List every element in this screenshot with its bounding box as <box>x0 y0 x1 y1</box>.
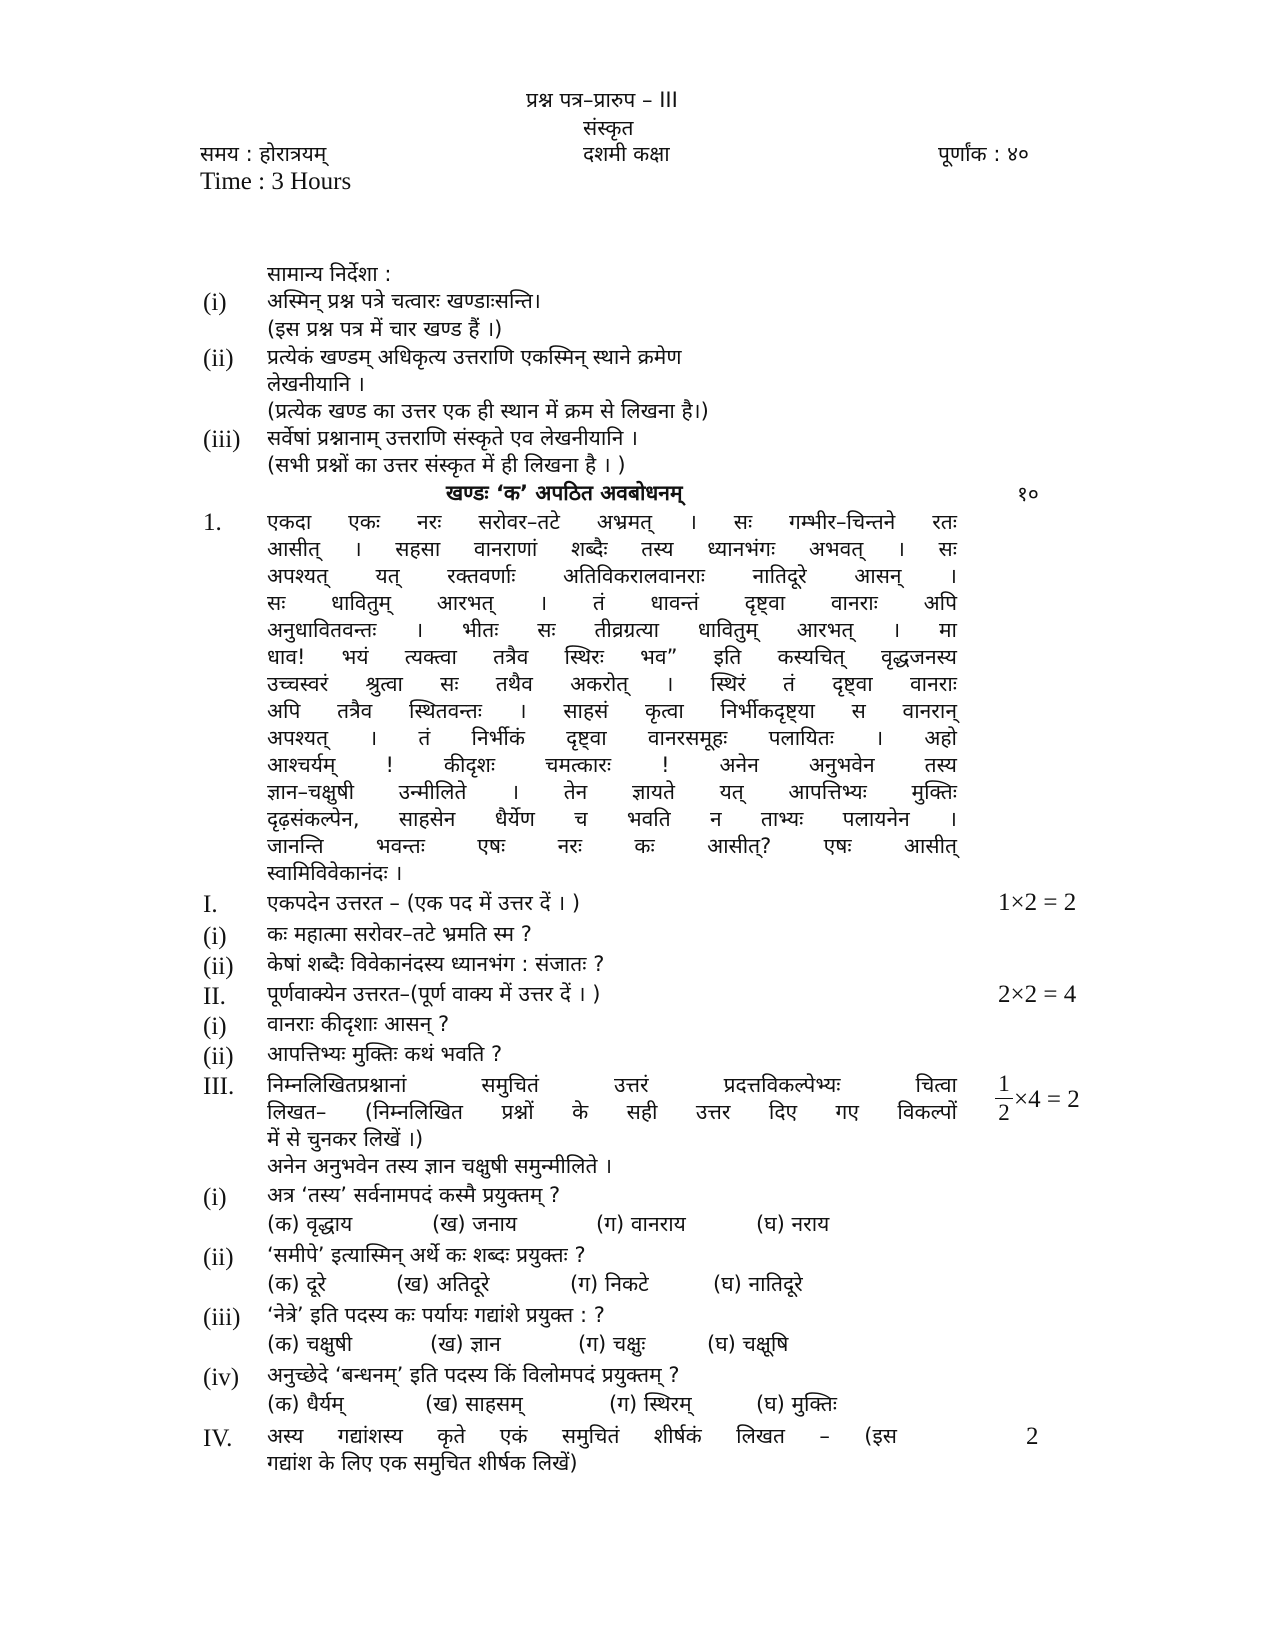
question-line: में से चुनकर लिखें ।) <box>267 1127 424 1151</box>
question-sentence: अनेन अनुभवेन तस्य ज्ञान चक्षुषी समुन्मीलिते । <box>267 1154 613 1178</box>
option-item: (ख) ज्ञान <box>430 1332 501 1356</box>
question-text: पूर्णवाक्येन उत्तरत–(पूर्ण वाक्य में उत्तर दें । ) <box>267 982 601 1006</box>
subquestion-num: (i) <box>203 1013 227 1040</box>
question-num: II. <box>203 983 226 1010</box>
subject-title: संस्कृत <box>583 116 634 140</box>
instruction-line: अस्मिन् प्रश्न पत्रे चत्वारः खण्डाःसन्ति। <box>267 289 541 313</box>
question-line: अस्य गद्यांशस्य कृते एकं समुचितं शीर्षकं लिखत – (इस <box>267 1424 897 1448</box>
instruction-line: (इस प्रश्न पत्र में चार खण्ड हैं ।) <box>267 317 503 341</box>
passage-num: 1. <box>203 509 222 536</box>
subquestion-text: ‘नेत्रे’ इति पदस्य कः पर्यायः गद्यांशे प्रयुक्त : ? <box>267 1303 605 1327</box>
option-item: (ग) वानराय <box>596 1212 686 1236</box>
option-item: (घ) चक्षूषि <box>707 1332 789 1356</box>
question-num: IV. <box>203 1425 233 1452</box>
instruction-num: (ii) <box>203 345 234 372</box>
question-num: III. <box>203 1073 235 1100</box>
instruction-num: (iii) <box>203 426 241 453</box>
question-line: लिखत– (निम्नलिखित प्रश्नों के सही उत्तर दिए गए विकल्पों <box>267 1100 957 1124</box>
passage-line: अपश्यत् यत् रक्तवर्णाः अतिविकरालवानराः नातिदूरे आसन् । <box>267 564 957 588</box>
option-item: (क) दूरे <box>267 1272 326 1296</box>
passage-line: अपश्यत् । तं निर्भीकं दृष्ट्वा वानरसमूहः पलायितः । अहो <box>267 726 957 750</box>
subquestion-num: (i) <box>203 923 227 950</box>
subquestion-num: (iv) <box>203 1364 240 1391</box>
option-item: (ख) साहसम् <box>425 1392 523 1416</box>
subquestion-text: अत्र ‘तस्य’ सर्वनामपदं कस्मै प्रयुक्तम् ? <box>267 1183 561 1207</box>
option-item: (घ) नातिदूरे <box>713 1272 803 1296</box>
option-item: (ख) अतिदूरे <box>396 1272 490 1296</box>
instructions-heading: सामान्य निर्देशा : <box>267 262 392 286</box>
marks-fraction-numerator: 1 <box>998 1071 1010 1096</box>
option-item: (ग) निकटे <box>570 1272 649 1296</box>
subquestion-num: (iii) <box>203 1304 241 1331</box>
paper-title: प्रश्न पत्र–प्रारुप – III <box>526 88 678 112</box>
option-item: (ग) चक्षुः <box>578 1332 646 1356</box>
subquestion-num: (i) <box>203 1184 227 1211</box>
section-title: खण्डः ‘क’ अपठित अवबोधनम् <box>446 481 683 505</box>
marks-fraction-bar <box>995 1098 1013 1099</box>
passage-line: ज्ञान–चक्षुषी उन्मीलिते । तेन ज्ञायते यत् आपत्तिभ्यः मुक्तिः <box>267 780 957 804</box>
instruction-line: लेखनीयानि । <box>267 372 365 396</box>
subquestion-text: ‘समीपे’ इत्यास्मिन् अर्थे कः शब्दः प्रयुक्तः ? <box>267 1243 586 1267</box>
passage-line: अनुधावितवन्तः । भीतः सः तीव्रग्रत्या धावितुम् आरभत् । मा <box>267 618 957 642</box>
passage-line: स्वामिविवेकानंदः । <box>267 861 403 885</box>
passage-line: एकदा एकः नरः सरोवर–तटे अभ्रमत् । सः गम्भीर–चिन्तने रतः <box>267 510 957 534</box>
subquestion-num: (ii) <box>203 1244 234 1271</box>
passage-line: धाव! भयं त्यक्त्वा तत्रैव स्थिरः भव” इति कस्यचित् वृद्धजनस्य <box>267 645 957 669</box>
option-item: (ग) स्थिरम् <box>609 1392 692 1416</box>
passage-line: आश्चर्यम् ! कीदृशः चमत्कारः ! अनेन अनुभवेन तस्य <box>267 753 957 777</box>
question-marks: 2 <box>1026 1423 1039 1450</box>
passage-line: सः धावितुम् आरभत् । तं धावन्तं दृष्ट्वा वानराः अपि <box>267 591 957 615</box>
option-item: (घ) मुक्तिः <box>756 1392 837 1416</box>
question-line: निम्नलिखितप्रश्नानां समुचितं उत्तरं प्रदत्तविकल्पेभ्यः चित्वा <box>267 1073 957 1097</box>
question-text: एकपदेन उत्तरत – (एक पद में उत्तर दें । ) <box>267 891 581 915</box>
subquestion-num: (ii) <box>203 1043 234 1070</box>
instruction-line: सर्वेषां प्रश्नानाम् उत्तराणि संस्कृते एव लेखनीयानि । <box>267 426 638 450</box>
question-marks: ×4 = 2 <box>1014 1086 1080 1113</box>
subquestion-text: वानराः कीदृशाः आसन् ? <box>267 1012 450 1036</box>
instruction-num: (i) <box>203 289 227 316</box>
instruction-line: (प्रत्येक खण्ड का उत्तर एक ही स्थान में क्रम से लिखना है।) <box>267 399 709 423</box>
passage-line: उच्चस्वरं श्रुत्वा सः तथैव अकरोत् । स्थिरं तं दृष्ट्वा वानराः <box>267 672 957 696</box>
subquestion-text: कः महात्मा सरोवर–तटे भ्रमति स्म ? <box>267 922 532 946</box>
option-item: (घ) नराय <box>756 1212 830 1236</box>
subquestion-num: (ii) <box>203 953 234 980</box>
option-item: (क) चक्षुषी <box>267 1332 353 1356</box>
instruction-line: (सभी प्रश्नों का उत्तर संस्कृत में ही लिखना है । ) <box>267 453 626 477</box>
time-label: समय : होरात्रयम् <box>200 142 327 166</box>
option-item: (क) वृद्धाय <box>267 1212 353 1236</box>
question-line: गद्यांश के लिए एक समुचित शीर्षक लिखें) <box>267 1451 578 1475</box>
option-item: (ख) जनाय <box>432 1212 518 1236</box>
subquestion-text: अनुच्छेदे ‘बन्धनम्’ इति पदस्य किं विलोमपदं प्रयुक्तम् ? <box>267 1363 680 1387</box>
passage-line: अपि तत्रैव स्थितवन्तः । साहसं कृत्वा निर्भीकदृष्ट्या स वानरान् <box>267 699 957 723</box>
question-num: I. <box>203 891 218 918</box>
class-label: दशमी कक्षा <box>583 142 670 166</box>
marks-fraction-denominator: 2 <box>998 1100 1010 1125</box>
subquestion-text: केषां शब्दैः विवेकानंदस्य ध्यानभंग : संजातः ? <box>267 952 605 976</box>
passage-line: आसीत् । सहसा वानराणां शब्दैः तस्य ध्यानभंगः अभवत् । सः <box>267 537 957 561</box>
instruction-line: प्रत्येकं खण्डम् अधिकृत्य उत्तराणि एकस्मिन् स्थाने क्रमेण <box>267 345 682 369</box>
question-marks: 1×2 = 2 <box>998 889 1077 916</box>
subquestion-text: आपत्तिभ्यः मुक्तिः कथं भवति ? <box>267 1042 503 1066</box>
question-marks: 2×2 = 4 <box>998 981 1077 1008</box>
option-item: (क) धैर्यम् <box>267 1392 344 1416</box>
passage-line: जानन्ति भवन्तः एषः नरः कः आसीत्? एषः आसीत् <box>267 834 957 858</box>
passage-line: दृढ़संकल्पेन, साहसेन धैर्येण च भवति न ताभ्यः पलायनेन । <box>267 807 957 831</box>
time-english: Time : 3 Hours <box>200 168 352 195</box>
section-marks: १० <box>1017 482 1039 506</box>
marks-label: पूर्णांक : ४० <box>938 142 1029 166</box>
